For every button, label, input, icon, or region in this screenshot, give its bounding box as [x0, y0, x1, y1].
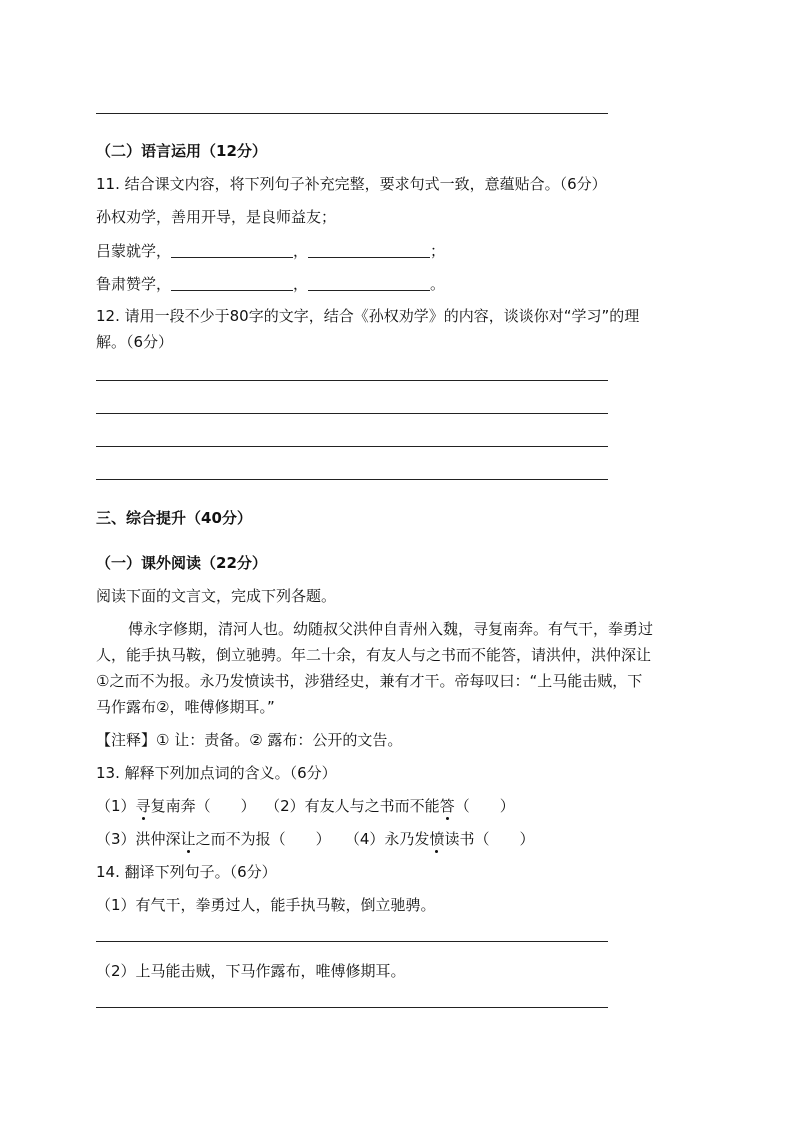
- question-12-prompt-line1: 12. 请用一段不少于80字的文字，结合《孙权劝学》的内容，谈谈你对“学习”的理: [96, 307, 640, 325]
- answer-line: [96, 113, 608, 114]
- question-12-prompt-line2: 解。（6分）: [96, 333, 174, 351]
- item-prefix: （2）有友人与之书而不能: [265, 797, 440, 815]
- item-prefix: （3）洪仲深: [96, 830, 181, 848]
- item-prefix: （4）永乃发: [344, 830, 430, 848]
- fill-blank[interactable]: [308, 273, 430, 291]
- period: 。: [430, 275, 446, 293]
- comma: ，: [293, 275, 309, 293]
- semicolon: ；: [430, 242, 446, 260]
- answer-line[interactable]: [96, 941, 608, 942]
- passage-line: 傅永字修期，清河人也。幼随叔父洪仲自青州入魏，寻复南奔。有气干，拳勇过: [128, 620, 654, 638]
- dotted-word: 愤: [429, 830, 445, 848]
- fill-blank[interactable]: [171, 273, 293, 291]
- question-14-item-1: （1）有气干，拳勇过人，能手执马鞍，倒立驰骋。: [96, 896, 436, 914]
- fill-blank[interactable]: [171, 240, 293, 258]
- answer-line[interactable]: [96, 380, 608, 381]
- item-rest: 之而不为报（ ）: [195, 830, 331, 848]
- dotted-word: 让: [180, 830, 196, 848]
- passage-line: 人，能手执马鞍，倒立驰骋。年二十余，有友人与之书而不能答，请洪仲，洪仲深让: [96, 646, 652, 664]
- question-11-prompt: 11. 结合课文内容，将下列句子补充完整，要求句式一致，意蕴贴合。（6分）: [96, 175, 607, 193]
- answer-line[interactable]: [96, 413, 608, 414]
- fill-blank[interactable]: [308, 240, 430, 258]
- comma: ，: [293, 242, 309, 260]
- line-a-lead: 吕蒙就学，: [96, 242, 172, 260]
- reading-instruction: 阅读下面的文言文，完成下列各题。: [96, 587, 337, 605]
- subsection-heading-reading: （一）课外阅读（22分）: [96, 554, 267, 572]
- item-prefix: （1）: [96, 797, 136, 815]
- item-rest: （ ）: [454, 797, 515, 815]
- question-13-prompt: 13. 解释下列加点词的含义。（6分）: [96, 764, 337, 782]
- item-rest: 复南奔（ ）: [150, 797, 256, 815]
- question-11-line-a: [96, 240, 445, 261]
- line-b-lead: 鲁肃赞学，: [96, 275, 172, 293]
- passage-line: ①之而不为报。永乃发愤读书，涉猎经史，兼有才干。帝每叹曰：“上马能击贼，下: [96, 672, 643, 690]
- answer-line[interactable]: [96, 1007, 608, 1008]
- question-11-line-b: [96, 273, 445, 294]
- passage-line: 马作露布②，唯傅修期耳。”: [96, 698, 275, 716]
- dotted-word: 寻: [135, 797, 151, 815]
- section-heading-comprehensive: 三、综合提升（40分）: [96, 509, 252, 527]
- question-13-row-1: [96, 796, 515, 816]
- answer-line[interactable]: [96, 446, 608, 447]
- question-11-example: 孙权劝学，善用开导，是良师益友；: [96, 208, 337, 226]
- question-13-row-2: [96, 829, 534, 849]
- annotation-note: 【注释】① 让：责备。② 露布：公开的文告。: [96, 731, 403, 749]
- question-14-item-2: （2）上马能击贼，下马作露布，唯傅修期耳。: [96, 962, 406, 980]
- item-rest: 读书（ ）: [444, 830, 535, 848]
- dotted-word: 答: [439, 797, 455, 815]
- question-14-prompt: 14. 翻译下列句子。（6分）: [96, 863, 277, 881]
- section-heading-language-use: （二）语言运用（12分）: [96, 142, 267, 160]
- answer-line[interactable]: [96, 479, 608, 480]
